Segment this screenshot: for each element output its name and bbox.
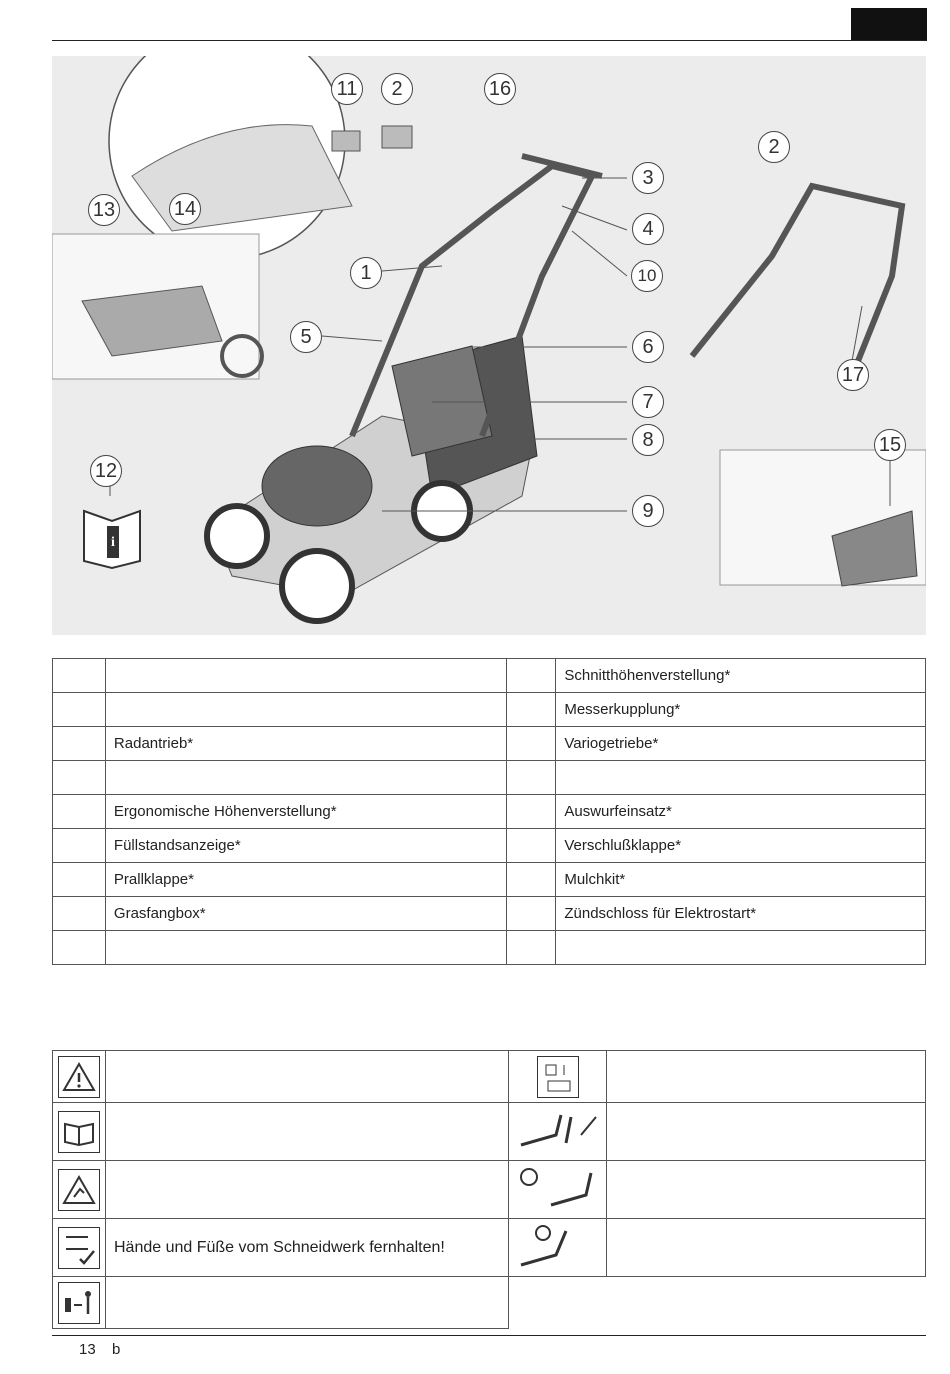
part-right: Zündschloss für Elektrostart* — [556, 897, 926, 931]
table-row — [53, 659, 926, 693]
mower-illustration — [52, 56, 926, 635]
part-right: Schnitthöhenverstellung* — [556, 659, 926, 693]
table-row — [53, 727, 926, 761]
callout-1: 1 — [350, 257, 382, 289]
clutch-lever-icon — [511, 1221, 603, 1269]
mower-figure — [52, 56, 926, 635]
keep-distance-icon — [58, 1282, 100, 1324]
table-row — [53, 1161, 926, 1219]
part-left: Füllstandsanzeige* — [105, 829, 506, 863]
table-row — [53, 795, 926, 829]
table-row — [53, 897, 926, 931]
table-row — [53, 863, 926, 897]
part-left: Radantrieb* — [105, 727, 506, 761]
manual-book-icon — [58, 1111, 100, 1153]
svg-text:i: i — [111, 535, 115, 550]
page-tab-marker — [851, 8, 927, 41]
table-row — [53, 1277, 926, 1329]
info-manual-icon — [84, 511, 140, 568]
callout-6: 6 — [632, 331, 664, 363]
ignition-key-icon — [537, 1056, 579, 1098]
part-left: Ergonomische Höhenverstellung* — [105, 795, 506, 829]
part-right — [556, 761, 926, 795]
part-left — [105, 761, 506, 795]
mulch-blade-icon — [511, 1163, 603, 1211]
callout-4: 4 — [632, 213, 664, 245]
header-rule — [52, 40, 926, 41]
callout-2: 2 — [381, 73, 413, 105]
callout-8: 8 — [632, 424, 664, 456]
table-row — [53, 829, 926, 863]
part-right: Mulchkit* — [556, 863, 926, 897]
part-right: Auswurfeinsatz* — [556, 795, 926, 829]
callout-2-detail: 2 — [758, 131, 790, 163]
table-row — [53, 931, 926, 965]
handle-lever-icon — [511, 1105, 603, 1153]
part-left — [105, 693, 506, 727]
footer-letter: b — [112, 1341, 121, 1358]
part-left: Grasfangbox* — [105, 897, 506, 931]
symbol-text: Hände und Füße vom Schneidwerk fernhalten! — [105, 1219, 509, 1277]
part-right: Messerkupplung* — [556, 693, 926, 727]
hands-feet-blade-icon — [58, 1227, 100, 1269]
callout-14: 14 — [169, 193, 201, 225]
callout-17: 17 — [837, 359, 869, 391]
part-right: Verschlußklappe* — [556, 829, 926, 863]
part-left — [105, 659, 506, 693]
warning-triangle-icon — [58, 1056, 100, 1098]
table-row — [53, 1103, 926, 1161]
symbols-table — [52, 1050, 926, 1329]
callout-11: 11 — [331, 73, 363, 105]
part-right: Variogetriebe* — [556, 727, 926, 761]
table-row — [53, 1219, 926, 1277]
callout-9: 9 — [632, 495, 664, 527]
callout-3: 3 — [632, 162, 664, 194]
part-left — [105, 931, 506, 965]
callout-15: 15 — [874, 429, 906, 461]
projectile-warning-icon — [58, 1169, 100, 1211]
footer-rule — [52, 1335, 926, 1336]
part-right — [556, 931, 926, 965]
callout-13: 13 — [88, 194, 120, 226]
callout-10: 10 — [631, 260, 663, 292]
table-row — [53, 761, 926, 795]
table-row — [53, 1051, 926, 1103]
callout-5: 5 — [290, 321, 322, 353]
table-row — [53, 693, 926, 727]
callout-7: 7 — [632, 386, 664, 418]
parts-table — [52, 658, 926, 965]
callout-12: 12 — [90, 455, 122, 487]
callout-16: 16 — [484, 73, 516, 105]
page-number: 13 — [79, 1341, 96, 1358]
part-left: Prallklappe* — [105, 863, 506, 897]
